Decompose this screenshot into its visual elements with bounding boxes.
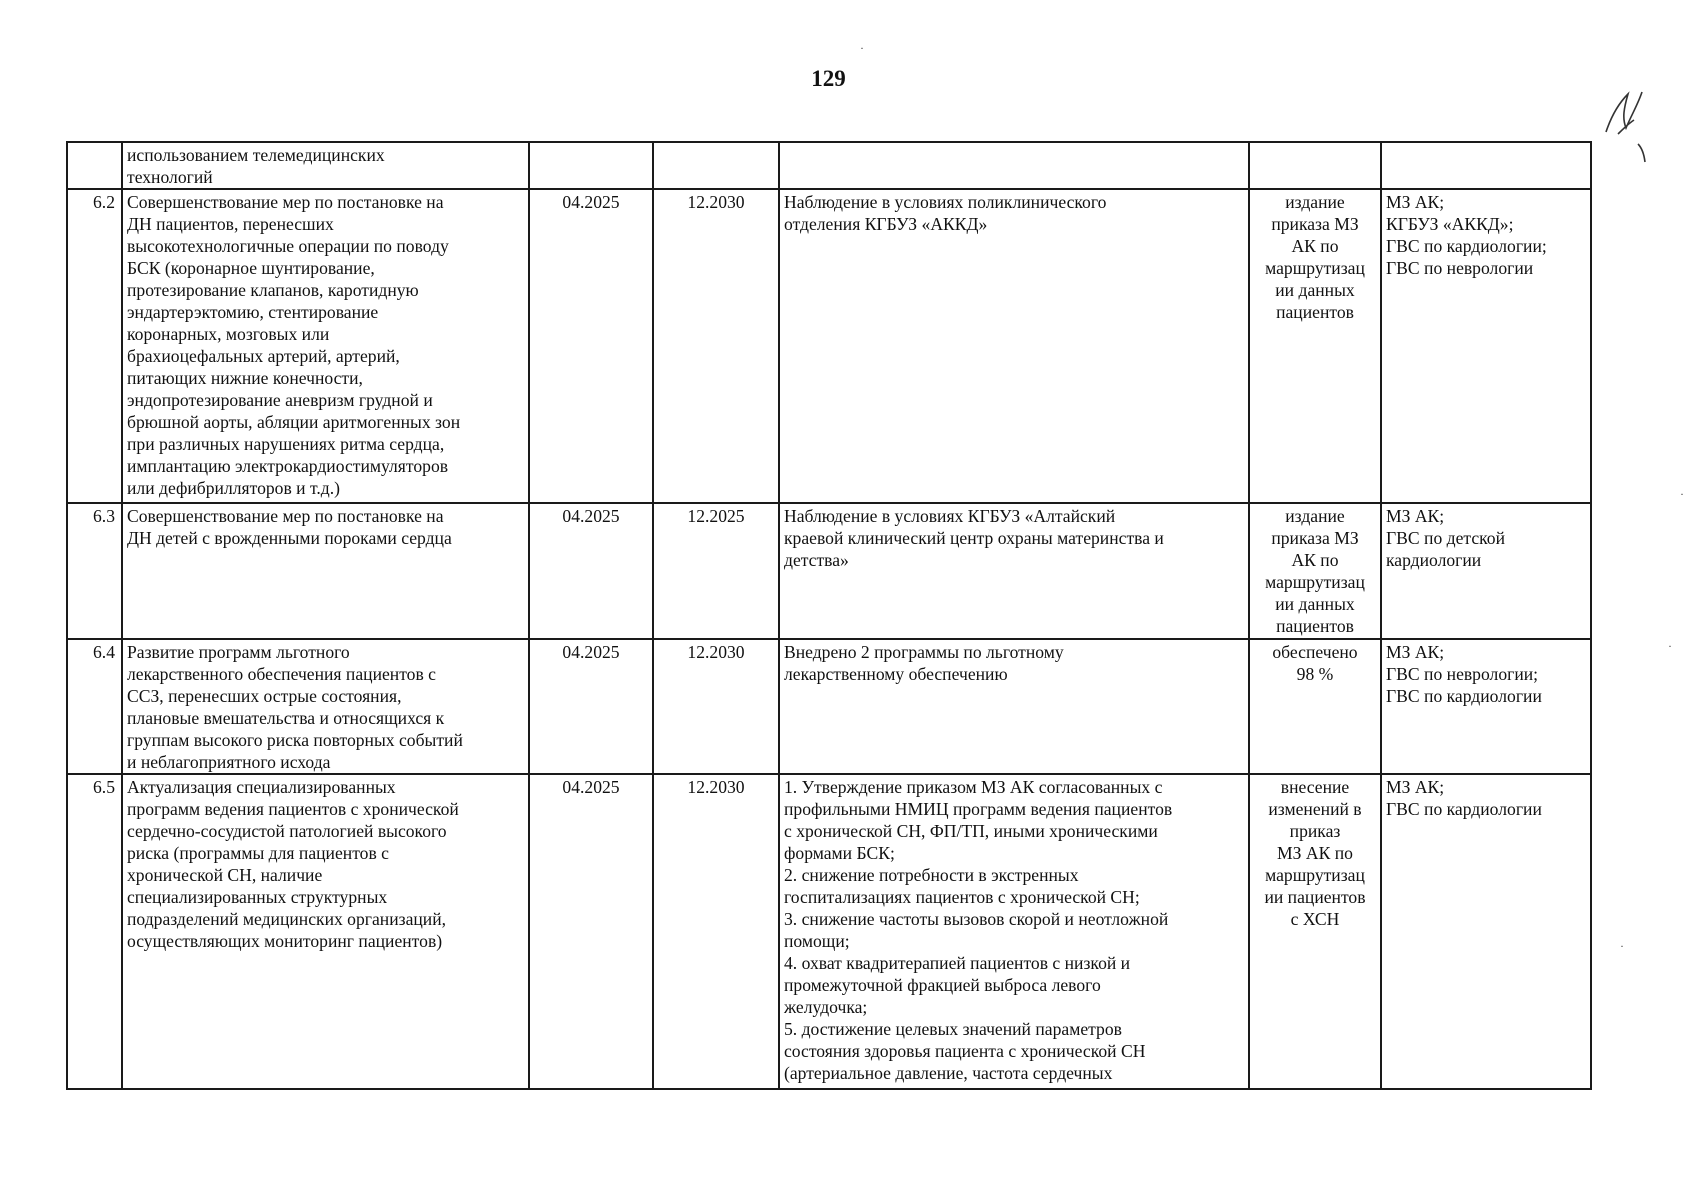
start-date-cell-text: 04.2025 (562, 777, 620, 797)
responsible-cell-line: ГВС по кардиологии (1386, 686, 1542, 706)
measure-cell (122, 639, 529, 774)
measure-cell-line: эндопротезирование аневризм грудной и (127, 390, 433, 410)
document-cell-line: внесение (1280, 777, 1350, 797)
measure-cell-line: высокотехнологичные операции по поводу (127, 236, 449, 256)
scan-speck: · (1620, 939, 1624, 953)
measure-cell-line: Совершенствование мер по постановке на (127, 506, 444, 526)
end-date-cell-text: 12.2030 (687, 642, 745, 662)
start-date-cell (529, 142, 653, 189)
end-date-cell (653, 189, 779, 503)
document-cell (1249, 774, 1381, 1089)
table-row (67, 774, 1591, 1089)
document-cell-line: пациентов (1276, 616, 1354, 636)
measure-cell (122, 503, 529, 639)
measure-cell (122, 774, 529, 1089)
result-cell (779, 503, 1249, 639)
result-cell-line: профильными НМИЦ программ ведения пациентов (784, 799, 1173, 819)
document-cell (1249, 189, 1381, 503)
measure-cell-line: Развитие программ льготного (127, 642, 350, 662)
responsible-cell-line: ГВС по неврологии (1386, 258, 1534, 278)
plan-table (66, 141, 1592, 1090)
measure-cell-line: группам высокого риска повторных событий (127, 730, 463, 750)
result-cell-line: промежуточной фракцией выброса левого (784, 975, 1101, 995)
result-cell-line: состояния здоровья пациента с хронической СН (784, 1041, 1146, 1061)
measure-cell-line: хронической СН, наличие (127, 865, 323, 885)
start-date-cell (529, 503, 653, 639)
document-cell-line: маршрутизац (1265, 865, 1365, 885)
measure-cell-line: коронарных, мозговых или (127, 324, 330, 344)
measure-cell-line: риска (программы для пациентов с (127, 843, 389, 863)
result-cell (779, 774, 1249, 1089)
row-number (67, 639, 122, 774)
document-cell-line: маршрутизац (1265, 572, 1365, 592)
row-number-text: 6.3 (93, 506, 115, 526)
result-cell-line: 5. достижение целевых значений параметров (784, 1019, 1122, 1039)
document-cell-line: маршрутизац (1265, 258, 1365, 278)
responsible-cell-line: МЗ АК; (1386, 777, 1445, 797)
document-cell-line: АК по (1291, 236, 1339, 256)
responsible-cell (1381, 503, 1591, 639)
result-cell (779, 639, 1249, 774)
result-cell-line: 2. снижение потребности в экстренных (784, 865, 1079, 885)
measure-cell-line: осуществляющих мониторинг пациентов) (127, 931, 443, 951)
measure-cell-line: протезирование клапанов, каротидную (127, 280, 419, 300)
end-date-cell-text: 12.2030 (687, 777, 745, 797)
measure-cell-line: при различных нарушениях ритма сердца, (127, 434, 445, 454)
row-number (67, 189, 122, 503)
responsible-cell-line: ГВС по кардиологии (1386, 799, 1542, 819)
start-date-cell-text: 04.2025 (562, 506, 620, 526)
row-number (67, 774, 122, 1089)
measure-cell-line: Совершенствование мер по постановке на (127, 192, 444, 212)
measure-cell (122, 189, 529, 503)
result-cell-line: Внедрено 2 программы по льготному (784, 642, 1064, 662)
row-number-text: 6.5 (93, 777, 115, 797)
measure-cell-line: и неблагоприятного исхода (127, 752, 331, 772)
measure-cell-line: ССЗ, перенесших острые состояния, (127, 686, 402, 706)
document-cell (1249, 503, 1381, 639)
end-date-cell (653, 503, 779, 639)
responsible-cell (1381, 142, 1591, 189)
end-date-cell (653, 774, 779, 1089)
measure-cell-line: технологий (127, 167, 213, 187)
measure-cell-line: лекарственного обеспечения пациентов с (127, 664, 436, 684)
responsible-cell-line: ГВС по детской (1386, 528, 1505, 548)
result-cell-line: 4. охват квадритерапией пациентов с низкой и (784, 953, 1131, 973)
row-number-text: 6.4 (93, 642, 115, 662)
table-row (67, 503, 1591, 639)
row-number (67, 142, 122, 189)
result-cell (779, 142, 1249, 189)
measure-cell-line: использованием телемедицинских (127, 145, 385, 165)
document-cell-line: издание (1285, 506, 1345, 526)
result-cell-line: отделения КГБУЗ «АККД» (784, 214, 988, 234)
row-number (67, 503, 122, 639)
row-number-text: 6.2 (93, 192, 115, 212)
result-cell-line: формами БСК; (784, 843, 895, 863)
result-cell-line: госпитализациях пациентов с хронической СН; (784, 887, 1140, 907)
responsible-cell (1381, 774, 1591, 1089)
measure-cell-line: плановые вмешательства и относящихся к (127, 708, 445, 728)
end-date-cell-text: 12.2025 (687, 506, 745, 526)
document-cell-line: с ХСН (1290, 909, 1340, 929)
start-date-cell-text: 04.2025 (562, 642, 620, 662)
scan-speck: · (860, 41, 864, 55)
document-cell-line: издание (1285, 192, 1345, 212)
result-cell-line: помощи; (784, 931, 850, 951)
responsible-cell (1381, 639, 1591, 774)
responsible-cell-line: МЗ АК; (1386, 506, 1445, 526)
document-cell-line: приказ (1289, 821, 1341, 841)
document-cell-line: ии данных (1275, 594, 1355, 614)
measure-cell-line: эндартерэктомию, стентирование (127, 302, 379, 322)
document-cell-line: АК по (1291, 550, 1339, 570)
start-date-cell (529, 639, 653, 774)
document-cell (1249, 142, 1381, 189)
end-date-cell-text: 12.2030 (687, 192, 745, 212)
table-row (67, 639, 1591, 774)
measure-cell-line: брахиоцефальных артерий, артерий, (127, 346, 400, 366)
document-cell-line: приказа МЗ (1271, 214, 1359, 234)
document-cell-line: приказа МЗ (1271, 528, 1359, 548)
measure-cell-line: Актуализация специализированных (127, 777, 396, 797)
document-cell (1249, 639, 1381, 774)
start-date-cell (529, 189, 653, 503)
measure-cell-line: или дефибрилляторов и т.д.) (127, 478, 340, 498)
measure-cell-line: брюшной аорты, абляции аритмогенных зон (127, 412, 461, 432)
responsible-cell-line: КГБУЗ «АККД»; (1386, 214, 1514, 234)
measure-cell-line: БСК (коронарное шунтирование, (127, 258, 375, 278)
result-cell-line: желудочка; (784, 997, 868, 1017)
handwritten-signature (1598, 84, 1658, 164)
result-cell-line: детства» (784, 550, 849, 570)
result-cell-line: лекарственному обеспечению (784, 664, 1008, 684)
measure-cell-line: подразделений медицинских организаций, (127, 909, 447, 929)
responsible-cell-line: ГВС по неврологии; (1386, 664, 1539, 684)
page-number: 129 (811, 66, 846, 91)
measure-cell (122, 142, 529, 189)
responsible-cell-line: МЗ АК; (1386, 642, 1445, 662)
scan-speck: · (1668, 639, 1672, 653)
result-cell-line: (артериальное давление, частота сердечных (784, 1063, 1113, 1083)
document-cell-line: пациентов (1276, 302, 1354, 322)
measure-cell-line: имплантацию электрокардиостимуляторов (127, 456, 449, 476)
measure-cell-line: специализированных структурных (127, 887, 388, 907)
result-cell-line: Наблюдение в условиях КГБУЗ «Алтайский (784, 506, 1116, 526)
measure-cell-line: сердечно-сосудистой патологией высокого (127, 821, 447, 841)
measure-cell-line: ДН детей с врожденными пороками сердца (127, 528, 452, 548)
document-cell-line: изменений в (1268, 799, 1362, 819)
result-cell-line: 3. снижение частоты вызовов скорой и неотложной (784, 909, 1169, 929)
document-cell-line: МЗ АК по (1277, 843, 1353, 863)
start-date-cell (529, 774, 653, 1089)
result-cell-line: Наблюдение в условиях поликлинического (784, 192, 1107, 212)
responsible-cell (1381, 189, 1591, 503)
responsible-cell-line: МЗ АК; (1386, 192, 1445, 212)
document-cell-line: ии данных (1275, 280, 1355, 300)
measure-cell-line: ДН пациентов, перенесших (127, 214, 334, 234)
responsible-cell-line: ГВС по кардиологии; (1386, 236, 1547, 256)
measure-cell-line: питающих нижние конечности, (127, 368, 363, 388)
start-date-cell-text: 04.2025 (562, 192, 620, 212)
measure-cell-line: программ ведения пациентов с хронической (127, 799, 459, 819)
table-row (67, 142, 1591, 189)
responsible-cell-line: кардиологии (1386, 550, 1482, 570)
document-cell-line: обеспечено (1272, 642, 1358, 662)
result-cell-line: краевой клинический центр охраны материнства и (784, 528, 1164, 548)
result-cell-line: с хронической СН, ФП/ТП, иными хроническими (784, 821, 1158, 841)
scan-speck: · (1680, 487, 1684, 501)
end-date-cell (653, 142, 779, 189)
end-date-cell (653, 639, 779, 774)
document-cell-line: ии пациентов (1264, 887, 1366, 907)
result-cell (779, 189, 1249, 503)
table-row (67, 189, 1591, 503)
document-cell-line: 98 % (1296, 664, 1334, 684)
result-cell-line: 1. Утверждение приказом МЗ АК согласованных с (784, 777, 1163, 797)
